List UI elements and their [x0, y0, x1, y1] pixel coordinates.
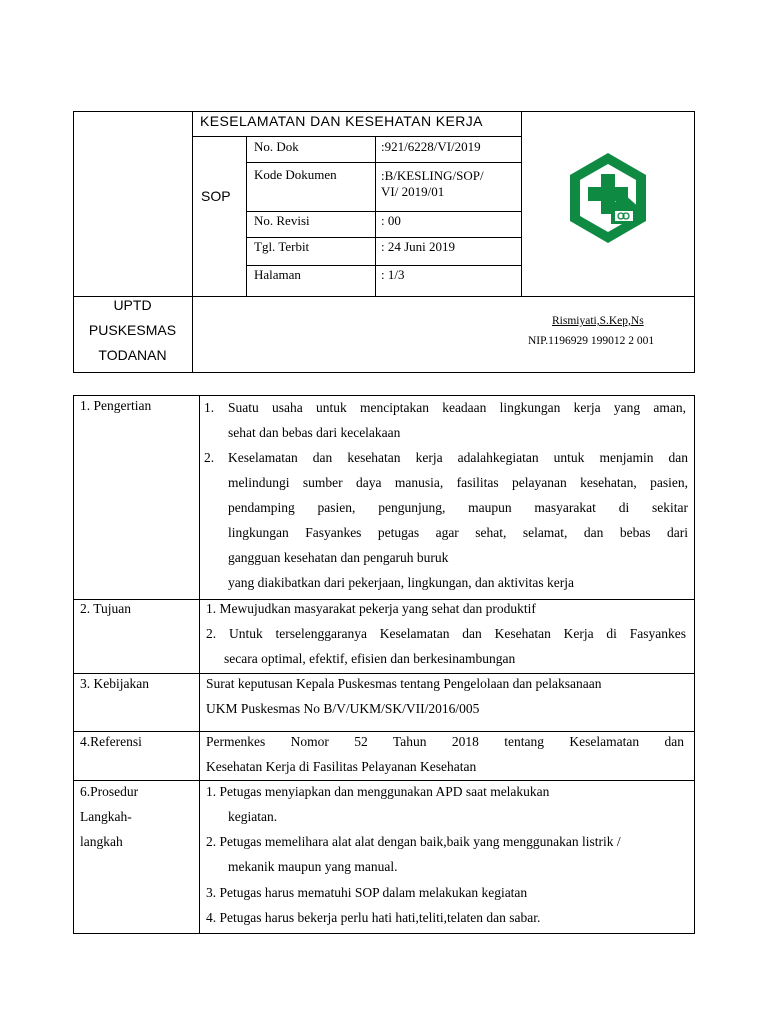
prosedur-line-4: mekanik maupun yang manual.: [228, 859, 398, 874]
pengertian-line-1: Suatu usaha untuk menciptakan keadaan lingkungan kerja yang aman,: [228, 400, 686, 415]
document-title: KESELAMATAN DAN KESEHATAN KERJA: [200, 113, 483, 129]
pengertian-line-6: lingkungan Fasyankes petugas agar sehat, selamat, dan bebas dari: [228, 525, 688, 540]
pengertian-line-3: Keselamatan dan kesehatan kerja adalahkegiatan untuk menjamin dan: [228, 450, 688, 465]
no-revisi-value: : 00: [381, 213, 401, 228]
pengertian-line-5: pendamping pasien, pengunjung, maupun masyarakat di sekitar: [228, 500, 688, 515]
prosedur-label-line2: Langkah-: [80, 809, 132, 824]
prosedur-line-6: 4. Petugas harus bekerja perlu hati hati,teliti,telaten dan sabar.: [206, 910, 541, 925]
no-revisi-label: No. Revisi: [254, 213, 310, 228]
pengertian-marker-2: 2.: [204, 450, 215, 465]
referensi-line-2: Kesehatan Kerja di Fasilitas Pelayanan Kesehatan: [206, 759, 477, 774]
tujuan-line-3: secara optimal, efektif, efisien dan berkesinambungan: [224, 651, 516, 666]
pengertian-line-2: sehat dan bebas dari kecelakaan: [228, 425, 401, 440]
sop-label: SOP: [201, 188, 231, 204]
tujuan-label: 2. Tujuan: [80, 601, 132, 616]
tujuan-line-2: 2. Untuk terselenggaranya Keselamatan dan Kesehatan Kerja di Fasyankes: [206, 626, 686, 641]
kode-dokumen-value-line2: VI/ 2019/01: [381, 184, 445, 199]
prosedur-line-1: 1. Petugas menyiapkan dan menggunakan APD saat melakukan: [206, 784, 550, 799]
prosedur-label-line1: 6.Prosedur: [80, 784, 139, 799]
no-dok-value: :921/6228/VI/2019: [381, 139, 481, 154]
pengertian-marker-1: 1.: [204, 400, 215, 415]
pengertian-line-4: melindungi sumber daya manusia, fasilitas pelayanan kesehatan, pasien,: [228, 475, 688, 490]
org-name-line2: PUSKESMAS: [88, 322, 177, 338]
prosedur-line-3: 2. Petugas memelihara alat alat dengan baik,baik yang menggunakan listrik /: [206, 834, 621, 849]
pengertian-label: 1. Pengertian: [80, 398, 152, 413]
no-dok-label: No. Dok: [254, 139, 299, 154]
signer-name: Rismiyati,S.Kep,Ns: [552, 315, 644, 327]
kode-dokumen-label: Kode Dokumen: [254, 167, 337, 182]
pengertian-line-7: gangguan kesehatan dan pengaruh buruk: [228, 550, 449, 565]
kode-dokumen-value-line1: :B/KESLING/SOP/: [381, 168, 484, 183]
tgl-terbit-label: Tgl. Terbit: [254, 239, 310, 254]
halaman-label: Halaman: [254, 267, 301, 282]
kebijakan-label: 3. Kebijakan: [80, 676, 149, 691]
referensi-line-1: Permenkes Nomor 52 Tahun 2018 tentang Keselamatan dan: [206, 734, 684, 749]
referensi-label: 4.Referensi: [80, 734, 142, 749]
pengertian-line-8: yang diakibatkan dari pekerjaan, lingkungan, dan aktivitas kerja: [228, 575, 575, 590]
prosedur-line-2: kegiatan.: [228, 809, 278, 824]
prosedur-line-5: 3. Petugas harus mematuhi SOP dalam melakukan kegiatan: [206, 885, 528, 900]
kebijakan-line-2: UKM Puskesmas No B/V/UKM/SK/VII/2016/005: [206, 701, 480, 716]
org-name-line1: UPTD: [113, 297, 152, 313]
puskesmas-logo: [566, 150, 650, 246]
tujuan-line-1: 1. Mewujudkan masyarakat pekerja yang sehat dan produktif: [206, 601, 536, 616]
tgl-terbit-value: : 24 Juni 2019: [381, 239, 456, 254]
halaman-value: : 1/3: [381, 267, 405, 282]
prosedur-label-line3: langkah: [80, 834, 123, 849]
org-name-line3: TODANAN: [98, 347, 167, 363]
signer-nip: NIP.1196929 199012 2 001: [528, 335, 655, 347]
kebijakan-line-1: Surat keputusan Kepala Puskesmas tentang Pengelolaan dan pelaksanaan: [206, 676, 602, 691]
